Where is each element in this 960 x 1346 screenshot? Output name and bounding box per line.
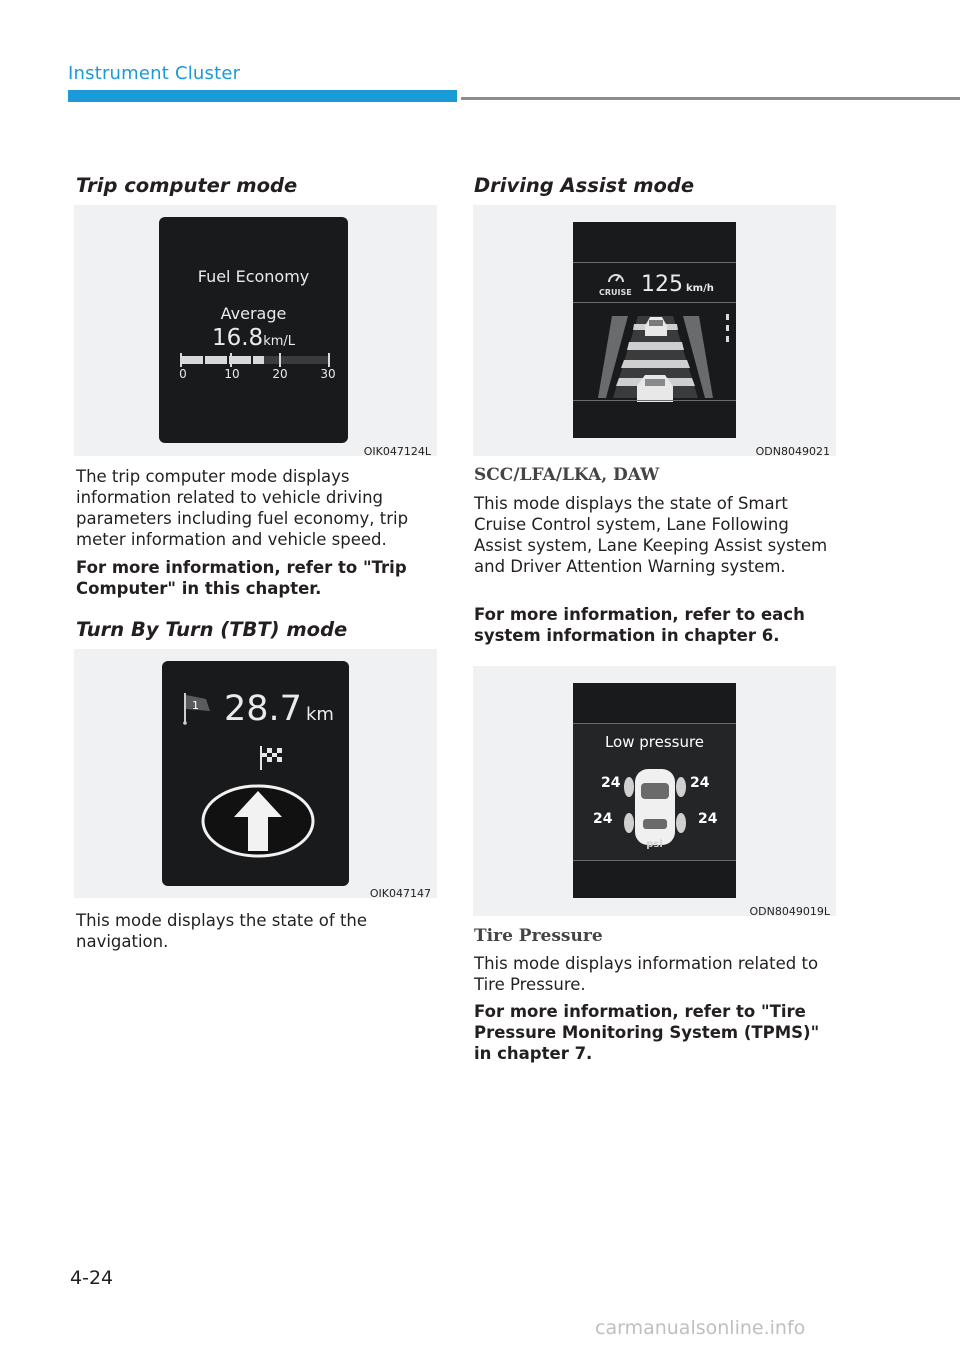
figure-code-tire: ODN8049019L	[749, 905, 830, 918]
page-number: 4-24	[70, 1267, 114, 1289]
tire-pressure-front-left: 24	[601, 775, 621, 791]
trip-computer-heading: Trip computer mode	[76, 174, 298, 197]
tbt-distance-readout	[224, 689, 334, 729]
tire-pressure-unit: psi	[646, 839, 663, 850]
tire-pressure-description: This mode displays information related to Tire Pressure.	[474, 954, 819, 994]
section-title: Instrument Cluster	[68, 63, 241, 84]
fuel-bar-fill	[181, 356, 264, 364]
waypoint-number: 1	[192, 699, 199, 712]
tire-pressure-figure	[473, 666, 836, 916]
fuel-economy-unit: km/L	[263, 334, 296, 349]
assist-bottom-divider	[573, 400, 736, 401]
lead-vehicle-icon	[641, 314, 671, 340]
level-indicator-2	[726, 325, 729, 331]
trip-computer-figure	[74, 205, 437, 456]
assist-screen	[573, 222, 736, 438]
driving-assist-reference: For more information, refer to each system information in chapter 6.	[474, 605, 805, 645]
scale-label-0: 0	[179, 367, 187, 381]
fuel-economy-title: Fuel Economy	[197, 267, 310, 286]
tire-pressure-front-right: 24	[690, 775, 710, 791]
fuel-economy-readout	[159, 325, 348, 351]
tbt-distance-unit: km	[305, 704, 334, 725]
cruise-gauge-icon	[607, 269, 625, 285]
trip-computer-description: The trip computer mode displays information related to vehicle driving parameters including fuel economy, trip meter information and vehicle speed.	[76, 467, 409, 549]
vehicle-top-view-icon	[623, 767, 687, 847]
tire-pressure-rear-right: 24	[698, 811, 718, 827]
scale-label-10: 10	[224, 367, 240, 381]
scale-label-20: 20	[272, 367, 288, 381]
own-vehicle-icon	[633, 372, 677, 402]
tbt-figure	[74, 649, 437, 898]
assist-top-divider	[573, 262, 736, 263]
set-speed-value: 125	[641, 272, 683, 297]
driving-assist-heading: Driving Assist mode	[474, 174, 695, 197]
tbt-distance-value: 28.7	[224, 689, 302, 729]
driving-assist-description: This mode displays the state of Smart Cruise Control system, Lane Following Assist system, Lane Keeping Assist system and Driver Attention Warning system.	[474, 494, 828, 576]
header-rule-accent	[68, 90, 457, 102]
fuel-bar-tick-30	[328, 353, 330, 367]
level-indicator-1	[726, 314, 729, 320]
fuel-bar-tick-0	[180, 353, 182, 367]
trip-computer-reference: For more information, refer to "Trip Computer" in this chapter.	[76, 558, 407, 598]
assist-mid-divider	[573, 302, 736, 303]
level-indicator-3	[726, 336, 729, 342]
figure-code-tbt: OIK047147	[369, 887, 431, 900]
fuel-economy-value: 16.8	[211, 325, 264, 351]
tire-pressure-reference: For more information, refer to "Tire Pressure Monitoring System (TPMS)" in chapter 7.	[474, 1002, 820, 1063]
figure-code-assist: ODN8049021	[755, 445, 830, 458]
watermark: carmanualsonline.info	[595, 1317, 806, 1339]
tire-pressure-rear-left: 24	[593, 811, 613, 827]
fuel-bar-tick-20	[279, 353, 281, 367]
scale-label-30: 30	[320, 367, 336, 381]
cruise-label: CRUISE	[599, 288, 632, 297]
cluster-screen	[159, 217, 348, 443]
low-pressure-title: Low pressure	[604, 733, 705, 751]
tire-screen	[573, 683, 736, 898]
driving-assist-figure	[473, 205, 836, 456]
tire-pressure-subheading: Tire Pressure	[474, 926, 603, 946]
tbt-heading: Turn By Turn (TBT) mode	[76, 618, 348, 641]
fuel-bar-tick-10	[230, 353, 232, 367]
assist-subheading: SCC/LFA/LKA, DAW	[474, 465, 660, 485]
tbt-screen	[162, 661, 349, 886]
fuel-economy-bar	[181, 356, 329, 364]
tbt-description: This mode displays the state of the navigation.	[76, 911, 368, 951]
set-speed-readout	[641, 272, 714, 297]
set-speed-unit: km/h	[686, 283, 714, 294]
straight-ahead-arrow-icon	[200, 783, 316, 859]
average-label: Average	[220, 304, 287, 323]
header-rule	[461, 97, 960, 100]
figure-code-trip: OIK047124L	[363, 445, 431, 458]
checkered-flag-icon	[258, 745, 284, 771]
